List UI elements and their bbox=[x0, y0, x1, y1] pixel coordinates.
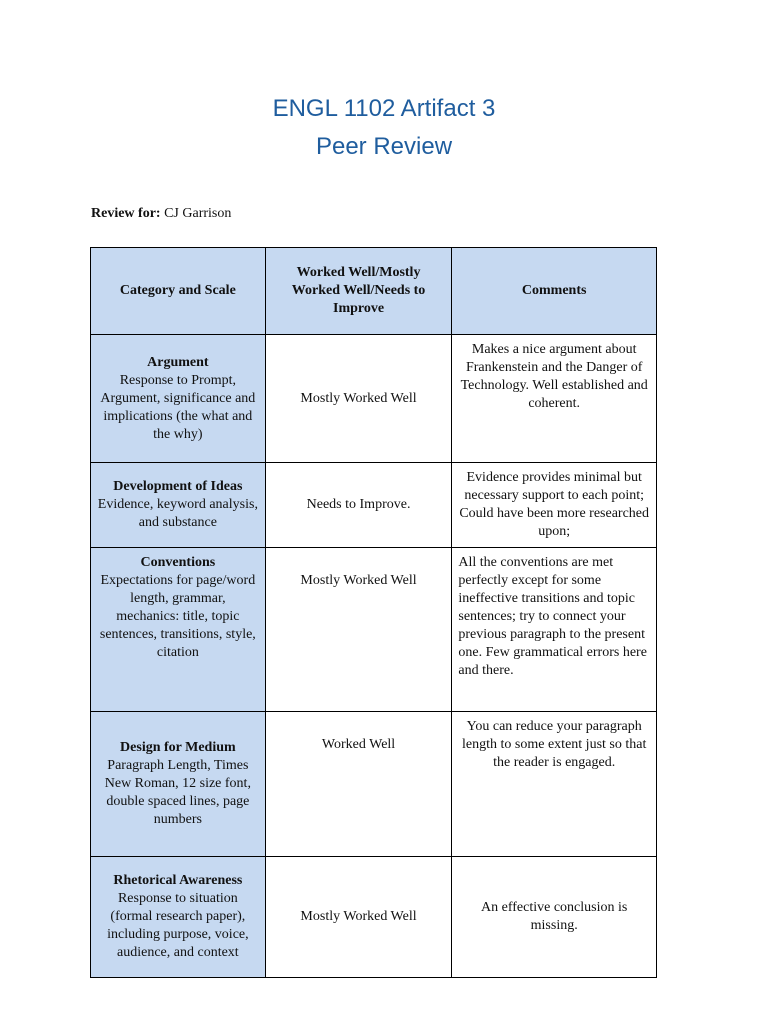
category-title: Argument bbox=[147, 354, 209, 370]
rating-cell: Worked Well bbox=[265, 712, 452, 857]
table-header-row bbox=[91, 248, 657, 335]
category-description: Response to Prompt, Argument, significance and implications (the what and the why) bbox=[100, 372, 256, 442]
review-for-line bbox=[91, 206, 231, 222]
comment-cell: Evidence provides minimal but necessary support to each point; Could have been more researched upon; bbox=[452, 463, 657, 548]
review-for-label: Review for: bbox=[91, 206, 161, 221]
category-title: Development of Ideas bbox=[113, 479, 243, 494]
header-category: Category and Scale bbox=[91, 248, 266, 335]
comment-cell: An effective conclusion is missing. bbox=[452, 857, 657, 978]
category-title: Conventions bbox=[140, 555, 216, 570]
table-row bbox=[91, 548, 657, 712]
comment-cell: All the conventions are met perfectly except for some ineffective transitions and topic sentences; try to connect your previous paragraph to the present one. Few grammatical errors here and there. bbox=[452, 548, 657, 712]
reviewee-name: CJ Garrison bbox=[164, 206, 232, 221]
category-cell bbox=[91, 857, 266, 978]
comment-cell: Makes a nice argument about Frankenstein and the Danger of Technology. Well established and coherent. bbox=[452, 335, 657, 463]
rating-cell: Mostly Worked Well bbox=[265, 548, 452, 712]
header-rating: Worked Well/Mostly Worked Well/Needs to Improve bbox=[265, 248, 452, 335]
header-comments: Comments bbox=[452, 248, 657, 335]
comment-cell: You can reduce your paragraph length to some extent just so that the reader is engaged. bbox=[452, 712, 657, 857]
category-title: Design for Medium bbox=[120, 740, 236, 755]
table-row bbox=[91, 335, 657, 463]
category-description: Response to situation (formal research paper), including purpose, voice, audience, and context bbox=[107, 891, 249, 960]
rating-cell: Needs to Improve. bbox=[265, 463, 452, 548]
document-title: ENGL 1102 Artifact 3 bbox=[272, 95, 496, 122]
category-title: Rhetorical Awareness bbox=[113, 873, 243, 888]
table-row bbox=[91, 463, 657, 548]
peer-review-table bbox=[90, 247, 657, 978]
category-description: Paragraph Length, Times New Roman, 12 size font, double spaced lines, page numbers bbox=[104, 758, 251, 827]
category-cell bbox=[91, 548, 266, 712]
rating-cell: Mostly Worked Well bbox=[265, 857, 452, 978]
document-subtitle: Peer Review bbox=[315, 133, 453, 160]
category-description: Evidence, keyword analysis, and substance bbox=[97, 497, 258, 530]
table-row bbox=[91, 712, 657, 857]
category-cell bbox=[91, 335, 266, 463]
category-description: Expectations for page/word length, grammar, mechanics: title, topic sentences, transitions, style, citation bbox=[99, 573, 256, 660]
rating-cell: Mostly Worked Well bbox=[265, 335, 452, 463]
table-row bbox=[91, 857, 657, 978]
category-cell bbox=[91, 463, 266, 548]
category-cell bbox=[91, 712, 266, 857]
